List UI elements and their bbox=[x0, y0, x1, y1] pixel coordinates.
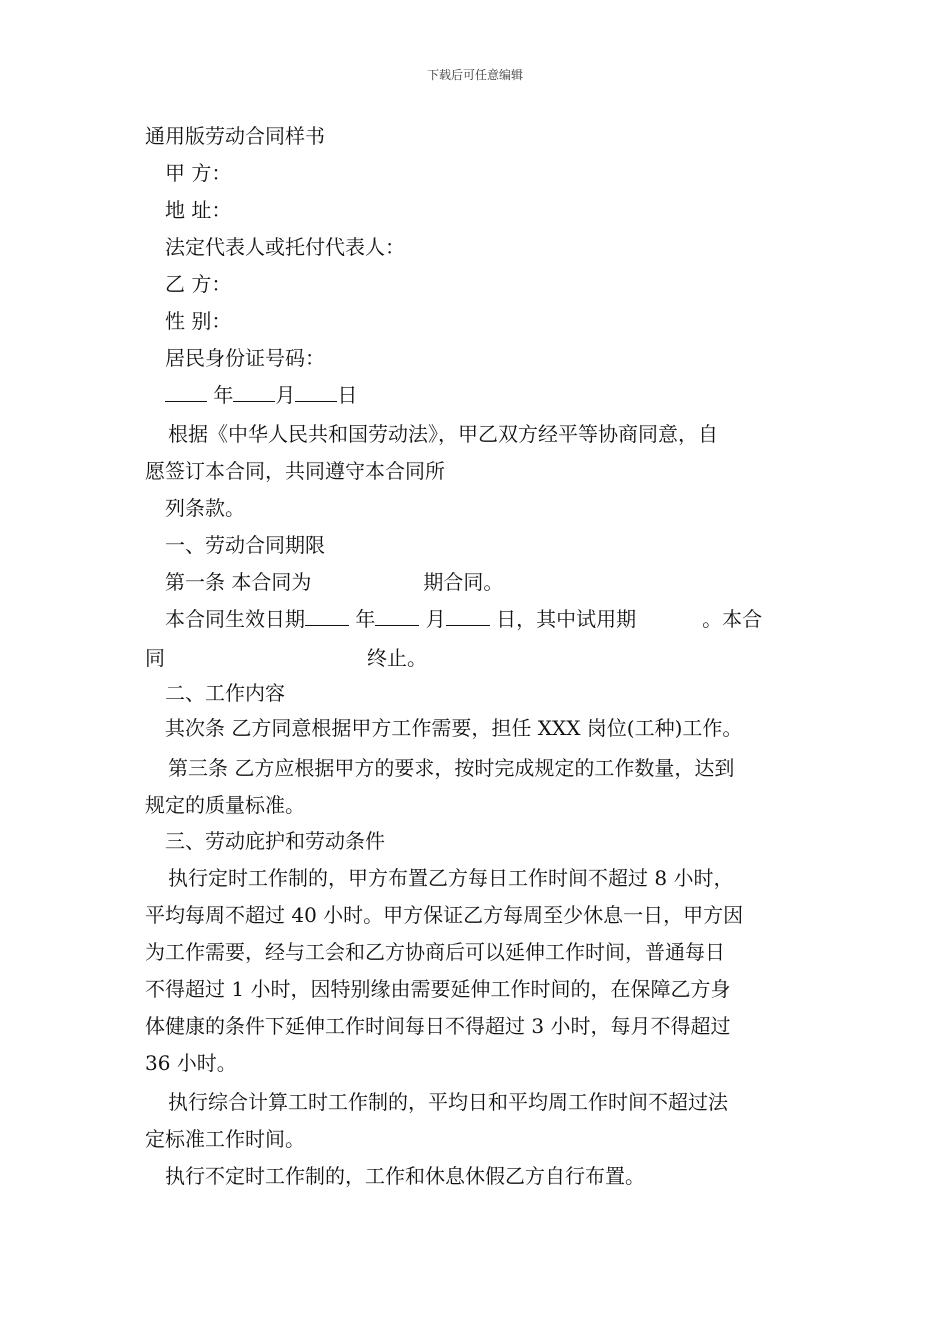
intro-paragraph-line: 愿签订本合同，共同遵守本合同所 bbox=[145, 459, 445, 483]
article-1-suffix: 期合同。 bbox=[423, 570, 504, 594]
party-b-label: 乙 方： bbox=[165, 272, 232, 296]
article-3-line: 第三条 乙方应根据甲方的要求，按时完成规定的工作数量，达到 bbox=[168, 756, 735, 780]
article-1-line bbox=[165, 570, 503, 594]
section-3-heading: 三、劳动庇护和劳动条件 bbox=[165, 829, 385, 853]
blank-line bbox=[165, 383, 207, 402]
blank-line bbox=[305, 607, 349, 626]
paragraph-line: 不得超过 1 小时，因特别缘由需要延伸工作时间的，在保障乙方身 bbox=[145, 977, 731, 1001]
intro-paragraph-line: 根据《中华人民共和国劳动法》，甲乙双方经平等协商同意，自 bbox=[168, 422, 718, 446]
article-2-text: 其次条 乙方同意根据甲方工作需要，担任 XXX 岗位(工种)工作。 bbox=[165, 716, 743, 740]
id-number-label: 居民身份证号码： bbox=[165, 346, 325, 370]
termination-prefix: 同 bbox=[145, 646, 165, 670]
blank-line bbox=[375, 607, 419, 626]
date-line bbox=[165, 383, 357, 407]
blank-line bbox=[295, 383, 337, 402]
paragraph-line: 为工作需要，经与工会和乙方协商后可以延伸工作时间，普通每日 bbox=[145, 940, 725, 964]
termination-line bbox=[145, 646, 427, 670]
effective-date-text: 本合同生效日期 bbox=[165, 607, 305, 631]
blank-line bbox=[446, 607, 490, 626]
paragraph-line: 36 小时。 bbox=[145, 1051, 237, 1075]
date-year-label: 年 bbox=[213, 383, 234, 407]
blank-line bbox=[233, 383, 275, 402]
article-3-line: 规定的质量标准。 bbox=[145, 793, 305, 817]
date-month-label: 月 bbox=[275, 383, 296, 407]
legal-rep-label: 法定代表人或托付代表人： bbox=[165, 235, 405, 259]
paragraph-line: 体健康的条件下延伸工作时间每日不得超过 3 小时，每月不得超过 bbox=[145, 1014, 731, 1038]
paragraph-line: 定标准工作时间。 bbox=[145, 1127, 305, 1151]
intro-paragraph-line: 列条款。 bbox=[165, 496, 245, 520]
page-header: 下载后可任意编辑 bbox=[426, 68, 523, 82]
date-day-label: 日 bbox=[337, 383, 358, 407]
effective-month-label: 月 bbox=[425, 607, 446, 631]
effective-date-line bbox=[165, 607, 762, 631]
party-a-label: 甲 方： bbox=[165, 161, 232, 185]
termination-suffix: 终止。 bbox=[367, 646, 427, 670]
address-label: 地 址： bbox=[165, 198, 232, 222]
effective-day-label: 日，其中试用期 bbox=[496, 607, 637, 631]
paragraph-line: 执行不定时工作制的，工作和休息休假乙方自行布置。 bbox=[165, 1164, 645, 1188]
document-title: 通用版劳动合同样书 bbox=[145, 124, 325, 148]
paragraph-line: 执行综合计算工时工作制的，平均日和平均周工作时间不超过法 bbox=[168, 1090, 728, 1114]
gender-label: 性 别： bbox=[165, 309, 232, 333]
effective-date-suffix: 。本合 bbox=[702, 607, 763, 631]
article-1-text: 第一条 本合同为 bbox=[165, 570, 312, 594]
paragraph-line: 执行定时工作制的，甲方布置乙方每日工作时间不超过 8 小时， bbox=[168, 866, 734, 890]
section-2-heading: 二、工作内容 bbox=[165, 681, 285, 705]
effective-year-label: 年 bbox=[355, 607, 376, 631]
section-1-heading: 一、劳动合同期限 bbox=[165, 533, 325, 557]
paragraph-line: 平均每周不超过 40 小时。甲方保证乙方每周至少休息一日，甲方因 bbox=[145, 903, 744, 927]
